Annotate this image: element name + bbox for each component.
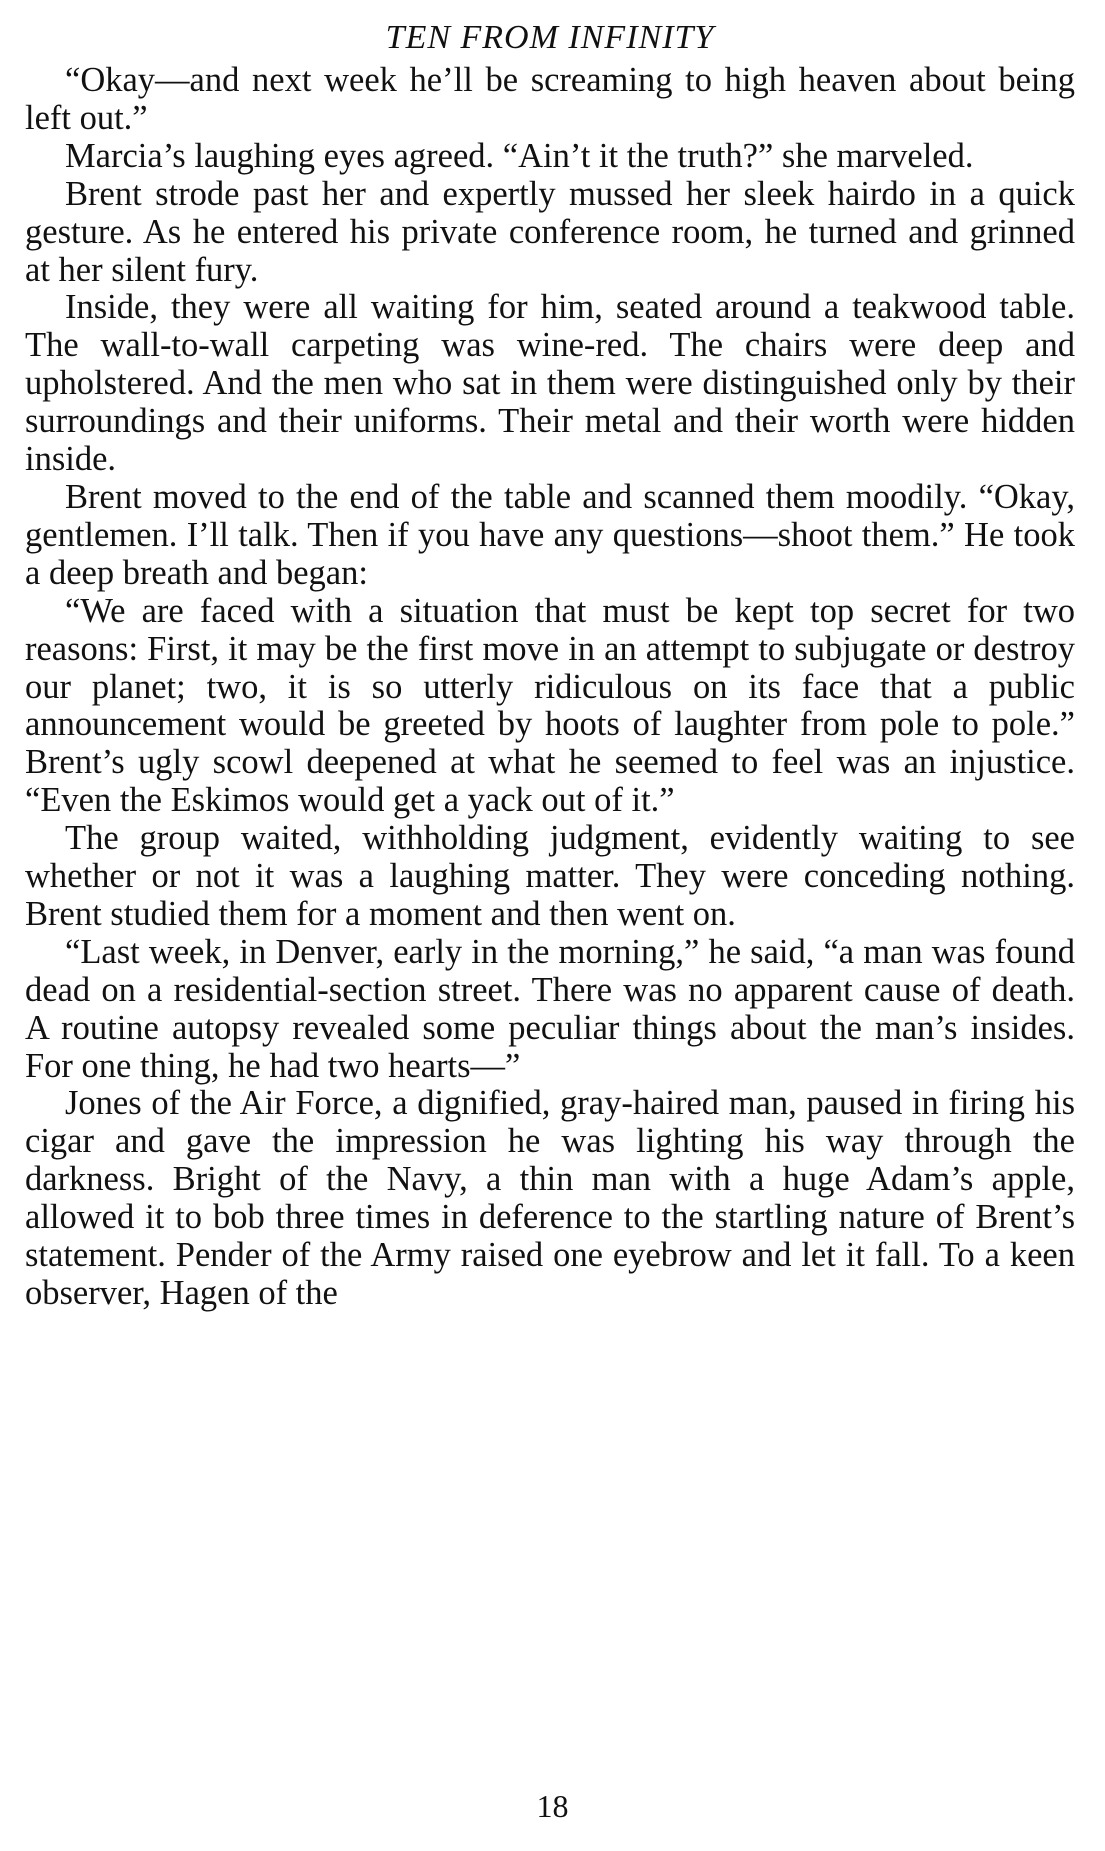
paragraph: “Okay—and next week he’ll be screaming to high heaven about being left out.”	[25, 61, 1075, 137]
paragraph: The group waited, withholding judgment, evidently waiting to see whether or not it was a laughing matter. They were conceding nothing. Brent studied them for a moment and then went on.	[25, 819, 1075, 933]
book-page	[25, 18, 1075, 1313]
paragraph: Brent strode past her and expertly mussed her sleek hairdo in a quick gesture. As he entered his private conference room, he turned and grinned at her silent fury.	[25, 174, 1075, 289]
paragraph: “We are faced with a situation that must be kept top secret for two reasons: First, it may be the first move in an attempt to subjugate or destroy our planet; two, it is so utterly ridiculous on its face that a public announcement would be greeted by hoots of laughter from pole to pole.” Brent’s ugly scowl deepened at what he seemed to feel was an injustice. “Even the Eskimos would get a yack out of it.”	[25, 591, 1075, 820]
paragraph: Jones of the Air Force, a dignified, gray-haired man, paused in firing his cigar and gave the impression he was lighting his way through the darkness. Bright of the Navy, a thin man with a huge Adam’s apple, allowed it to bob three times in deference to the startling nature of Brent’s statement. Pender of the Army raised one eyebrow and let it fall. To a keen observer, Hagen of the	[25, 1084, 1075, 1312]
paragraph: Marcia’s laughing eyes agreed. “Ain’t it the truth?” she marveled.	[65, 136, 974, 175]
paragraph: “Last week, in Denver, early in the morning,” he said, “a man was found dead on a residential-section street. There was no apparent cause of death. A routine autopsy revealed some peculiar things about the man’s insides. For one thing, he had two hearts—”	[25, 932, 1075, 1085]
paragraph: Brent moved to the end of the table and scanned them moodily. “Okay, gentlemen. I’ll talk. Then if you have any questions—shoot them.” He took a deep breath and began:	[25, 477, 1075, 592]
page-number: 18	[536, 1788, 569, 1824]
paragraph: Inside, they were all waiting for him, seated around a teakwood table. The wall-to-wall carpeting was wine-red. The chairs were deep and upholstered. And the men who sat in them were distinguished only by their surroundings and their uniforms. Their metal and their worth were hidden inside.	[25, 288, 1075, 479]
body-text	[25, 62, 1075, 1313]
running-head: TEN FROM INFINITY	[385, 19, 715, 56]
